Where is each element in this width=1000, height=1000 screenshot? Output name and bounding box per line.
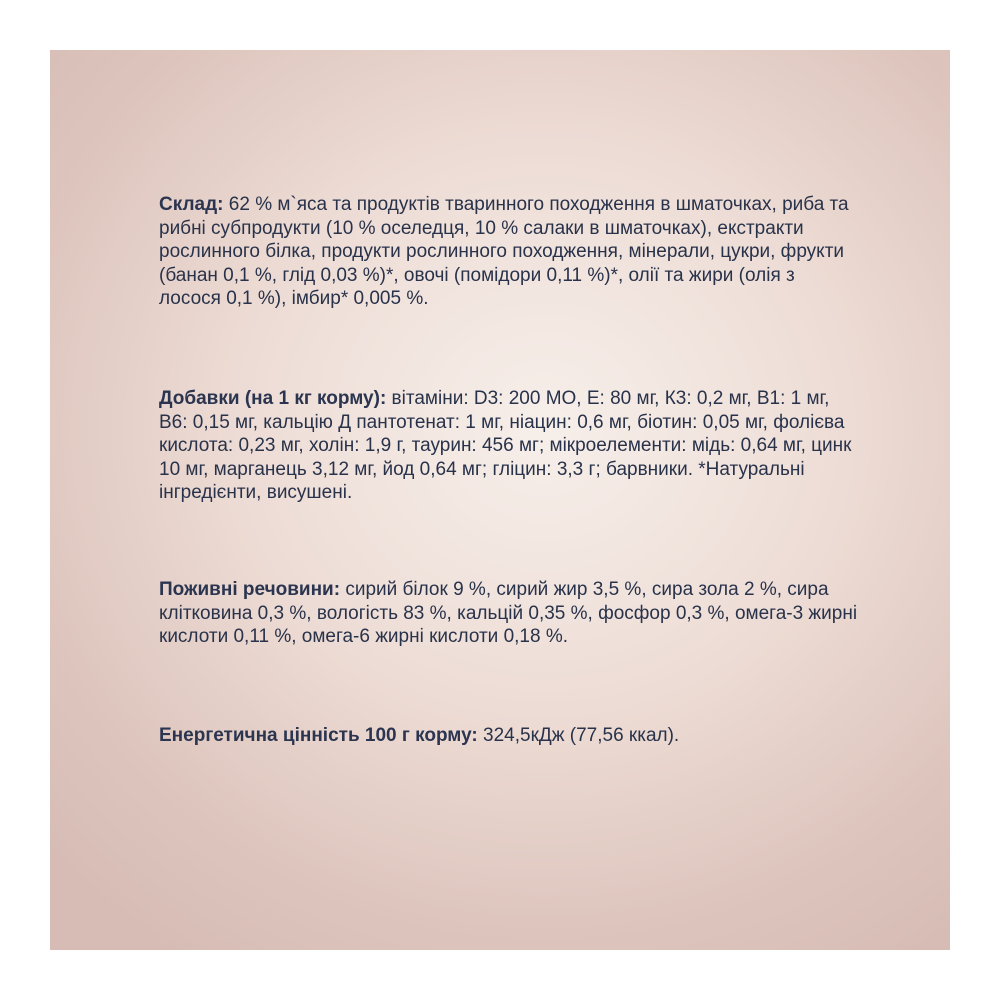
composition-paragraph bbox=[159, 193, 859, 311]
nutrients-label: Поживні речовини: bbox=[159, 579, 341, 600]
additives-paragraph bbox=[159, 387, 859, 505]
nutrients-text: сирий білок 9 %, сирий жир 3,5 %, сира зола 2 %, сира клітковина 0,3 %, вологість 83 %, кальцій 0,35 %, фосфор 0,3 %, омега-3 жирні кислоти 0,11 %, омега-6 жирні кислоти 0,18 %. bbox=[159, 579, 858, 648]
nutrients-paragraph bbox=[159, 578, 859, 649]
energy-text: 324,5кДж (77,56 ккал). bbox=[477, 725, 680, 746]
energy-paragraph bbox=[159, 724, 859, 748]
composition-text: 62 % м`яса та продуктів тваринного походження в шматочках, риба та рибні субпродукти (10 % оселедця, 10 % салаки в шматочках), екстракти рослинного білка, продукти рослинного походження, мінерали, цукри, фрукти (банан 0,1 %, глід 0,03 %)*, овочі (помідори 0,11 %)*, олії та жири (олія з лосося 0,1 %), імбир* 0,005 %. bbox=[159, 194, 849, 310]
additives-text: вітаміни: D3: 200 МО, Е: 80 мг, К3: 0,2 мг, В1: 1 мг, В6: 0,15 мг, кальцію Д пантотенат: 1 мг, ніацин: 0,6 мг, біотин: 0,05 мг, фолієва кислота: 0,23 мг, холін: 1,9 г, таурин: 456 мг; мікроелементи: мідь: 0,64 мг, цинк 10 мг, марганець 3,12 мг, йод 0,64 мг; гліцин: 3,3 г; барвники. *Натуральні інгредієнти, висушені. bbox=[159, 388, 852, 504]
ingredients-panel bbox=[50, 50, 950, 950]
composition-label: Склад: bbox=[159, 194, 224, 215]
energy-label: Енергетична цінність 100 г корму: bbox=[159, 725, 478, 746]
additives-label: Добавки (на 1 кг корму): bbox=[159, 388, 387, 409]
